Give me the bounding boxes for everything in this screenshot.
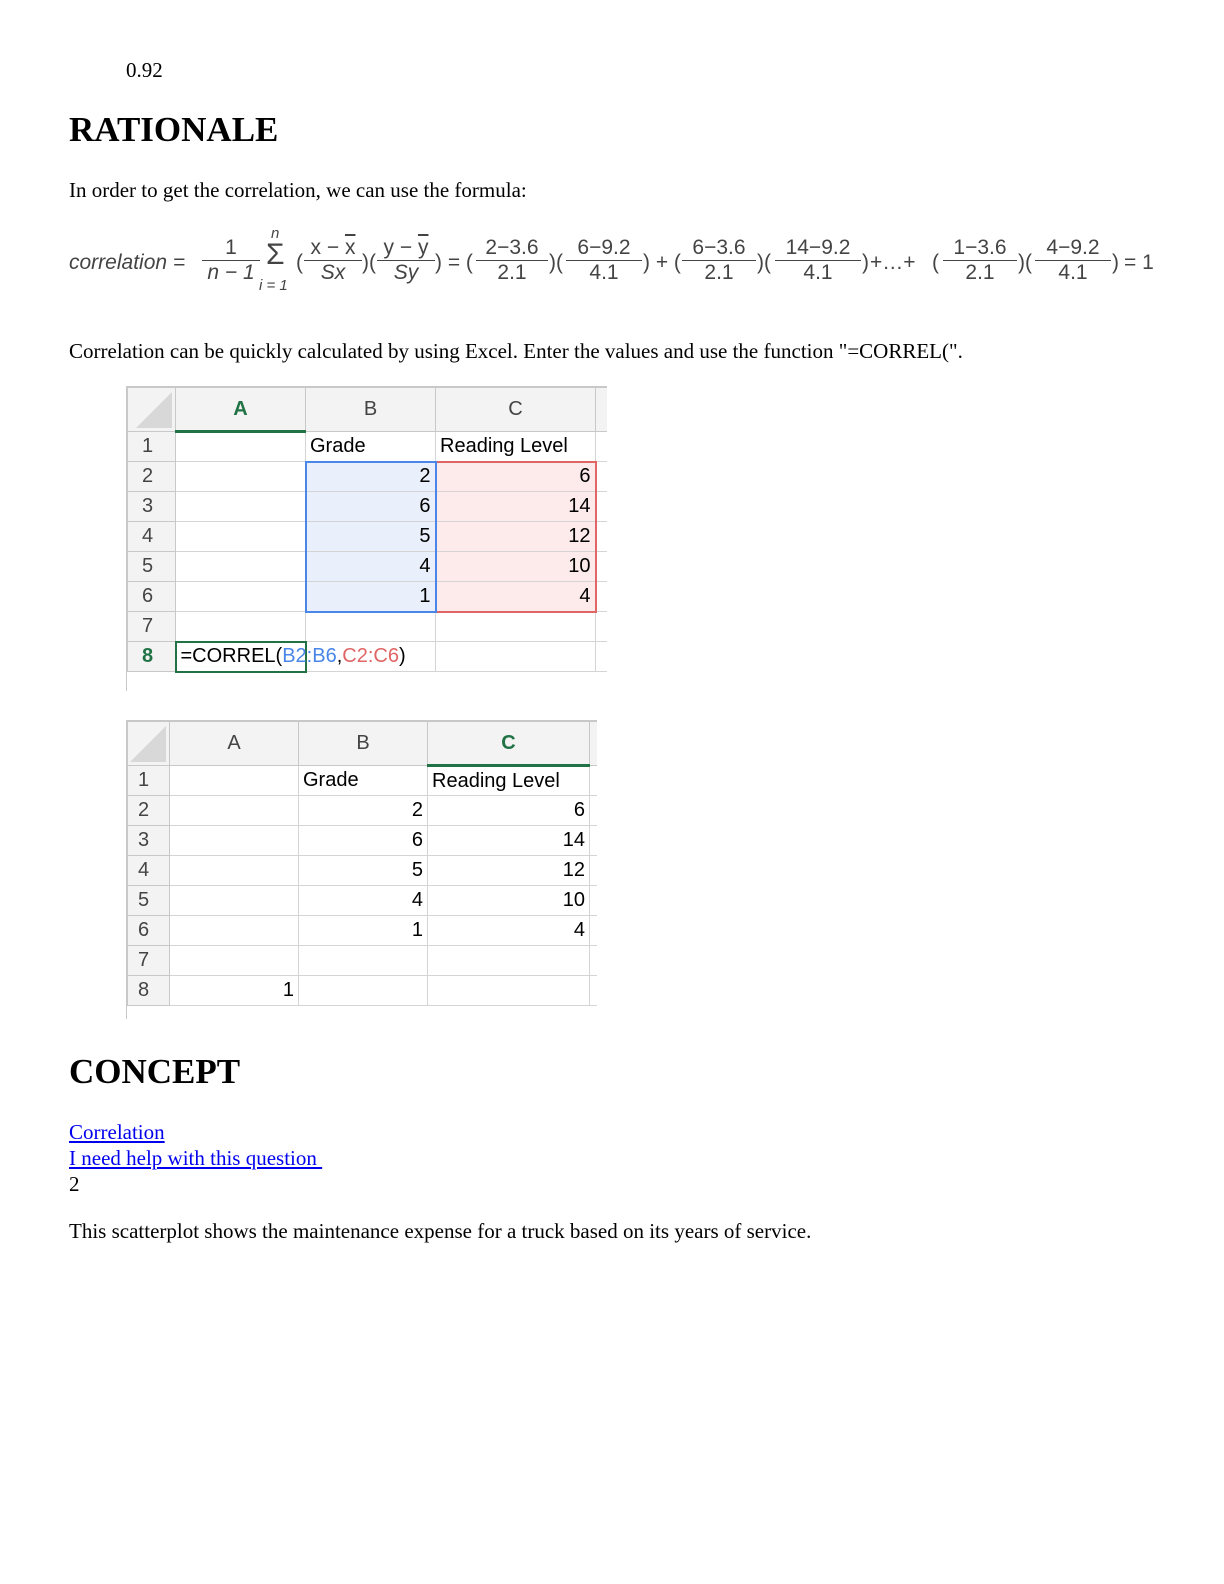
formula-x-standardized: $\frac{x - \overline{x}}{Sx}$ bbox=[304, 236, 362, 285]
cell-a6[interactable] bbox=[170, 916, 299, 946]
row-header[interactable]: 5 bbox=[128, 886, 170, 916]
column-header-c[interactable]: C bbox=[428, 722, 590, 766]
cell-b2[interactable]: 2 bbox=[299, 796, 428, 826]
sum-sigma: Σ bbox=[266, 238, 285, 271]
spreadsheet-result-view bbox=[126, 720, 597, 1019]
cell-a3[interactable] bbox=[176, 492, 306, 522]
column-header-a[interactable]: A bbox=[170, 722, 299, 766]
row-header[interactable]: 8 bbox=[128, 976, 170, 1006]
row-header[interactable]: 1 bbox=[128, 432, 176, 462]
cell-a2[interactable] bbox=[176, 462, 306, 492]
concept-heading: CONCEPT bbox=[69, 1052, 241, 1091]
cell-b8[interactable] bbox=[299, 976, 428, 1006]
question-number: 2 bbox=[69, 1172, 80, 1196]
formula-term-6: $\frac{4-9.2}{4.1}$ bbox=[1035, 236, 1111, 285]
table-row bbox=[128, 522, 608, 552]
formula-fraction-1-over-n-1: $\frac{1}{n - 1}$ bbox=[202, 236, 260, 285]
table-row bbox=[128, 856, 598, 886]
row-header[interactable]: 2 bbox=[128, 796, 170, 826]
row-header[interactable]: 3 bbox=[128, 492, 176, 522]
cell-b1[interactable]: Grade bbox=[306, 432, 436, 462]
row-header[interactable]: 1 bbox=[128, 766, 170, 796]
cell-c4[interactable]: 12 bbox=[436, 522, 596, 552]
table-row bbox=[128, 946, 598, 976]
row-header[interactable]: 6 bbox=[128, 582, 176, 612]
rationale-heading: RATIONALE bbox=[69, 110, 279, 149]
column-header-a[interactable]: A bbox=[176, 388, 306, 432]
cell-c8[interactable] bbox=[428, 976, 590, 1006]
cell-a6[interactable] bbox=[176, 582, 306, 612]
cell-c1[interactable]: Reading Level bbox=[436, 432, 596, 462]
cell-c5[interactable]: 10 bbox=[428, 886, 590, 916]
cell-b5[interactable]: 4 bbox=[299, 886, 428, 916]
cell-c3[interactable]: 14 bbox=[436, 492, 596, 522]
table-row bbox=[128, 766, 598, 796]
row-header[interactable]: 5 bbox=[128, 552, 176, 582]
cell-b4[interactable]: 5 bbox=[306, 522, 436, 552]
cell-b1[interactable]: Grade bbox=[299, 766, 428, 796]
cell-a4[interactable] bbox=[176, 522, 306, 552]
row-header[interactable]: 2 bbox=[128, 462, 176, 492]
row-header[interactable]: 4 bbox=[128, 522, 176, 552]
column-header-b[interactable]: B bbox=[306, 388, 436, 432]
sum-upper-limit: n bbox=[271, 225, 280, 242]
answer-value: 0.92 bbox=[126, 58, 163, 82]
table-row bbox=[128, 582, 608, 612]
correlation-formula: correlation = $\frac{1}{n - 1}$ n Σ i = 1 ( $\frac{x - \overline{x}}{Sx}$ )( $\frac{y - \overline{y}}{Sy}$ ) = ( $\frac{2-3.6}{2.1}$ )( $\frac{6-9.2}{4.1}$ ) + ( $\frac{6-3.6}{2.1}$ )( $\frac{14-9.2}{4.1}$ ) +…+ ( $\frac{1-3.6}{2.1}$ )( $\frac{4-9.2}{4.1}$ ) = 1 bbox=[0, 0, 1224, 320]
row-header[interactable]: 3 bbox=[128, 826, 170, 856]
cell-b3[interactable]: 6 bbox=[306, 492, 436, 522]
cell-b6[interactable]: 1 bbox=[306, 582, 436, 612]
excel-note: Correlation can be quickly calculated by using Excel. Enter the values and use the function "=CORREL(". bbox=[69, 339, 963, 363]
cell-c4[interactable]: 12 bbox=[428, 856, 590, 886]
cell-c7[interactable] bbox=[436, 612, 596, 642]
cell-a7[interactable] bbox=[170, 946, 299, 976]
table-row bbox=[128, 492, 608, 522]
cell-c7[interactable] bbox=[428, 946, 590, 976]
cell-b7[interactable] bbox=[306, 612, 436, 642]
cell-c6[interactable]: 4 bbox=[428, 916, 590, 946]
cell-a7[interactable] bbox=[176, 612, 306, 642]
row-header[interactable]: 7 bbox=[128, 946, 170, 976]
cell-c2[interactable]: 6 bbox=[436, 462, 596, 492]
cell-c1[interactable]: Reading Level bbox=[428, 766, 590, 796]
cell-c8[interactable] bbox=[436, 642, 596, 672]
table-row bbox=[128, 796, 598, 826]
table-row bbox=[128, 612, 608, 642]
cell-a5[interactable] bbox=[170, 886, 299, 916]
table-row bbox=[128, 432, 608, 462]
cell-a1[interactable] bbox=[176, 432, 306, 462]
cell-c6[interactable]: 4 bbox=[436, 582, 596, 612]
formula-ellipsis: +…+ bbox=[870, 251, 916, 274]
table-row bbox=[128, 462, 608, 492]
cell-a8-formula[interactable]: =CORREL(B2:B6,C2:C6) bbox=[176, 642, 306, 672]
cell-b2[interactable]: 2 bbox=[306, 462, 436, 492]
spreadsheet-formula-view bbox=[126, 386, 607, 691]
cell-a8-result[interactable]: 1 bbox=[170, 976, 299, 1006]
table-row bbox=[128, 552, 608, 582]
table-row bbox=[128, 886, 598, 916]
cell-a5[interactable] bbox=[176, 552, 306, 582]
table-row bbox=[128, 826, 598, 856]
select-all-corner[interactable] bbox=[128, 388, 176, 432]
sum-lower-limit: i = 1 bbox=[259, 277, 288, 294]
formula-term-5: $\frac{1-3.6}{2.1}$ bbox=[943, 236, 1017, 285]
formula-term-2: $\frac{6-9.2}{4.1}$ bbox=[566, 236, 642, 285]
cell-b4[interactable]: 5 bbox=[299, 856, 428, 886]
cell-a1[interactable] bbox=[170, 766, 299, 796]
help-link[interactable]: I need help with this question bbox=[69, 1146, 323, 1170]
select-all-corner[interactable] bbox=[128, 722, 170, 766]
rationale-intro: In order to get the correlation, we can use the formula: bbox=[69, 178, 527, 202]
formula-term-1: $\frac{2-3.6}{2.1}$ bbox=[476, 236, 548, 285]
row-header[interactable]: 8 bbox=[128, 642, 176, 672]
row-header[interactable]: 4 bbox=[128, 856, 170, 886]
cell-b6[interactable]: 1 bbox=[299, 916, 428, 946]
row-header[interactable]: 6 bbox=[128, 916, 170, 946]
cell-b5[interactable]: 4 bbox=[306, 552, 436, 582]
cell-c2[interactable]: 6 bbox=[428, 796, 590, 826]
row-header[interactable]: 7 bbox=[128, 612, 176, 642]
formula-term-3: $\frac{6-3.6}{2.1}$ bbox=[682, 236, 756, 285]
concept-link-correlation[interactable]: Correlation bbox=[69, 1120, 165, 1144]
formula-y-standardized: $\frac{y - \overline{y}}{Sy}$ bbox=[377, 236, 435, 285]
table-row bbox=[128, 976, 598, 1006]
column-header-b[interactable]: B bbox=[299, 722, 428, 766]
formula-result: = 1 bbox=[1124, 251, 1154, 274]
cell-b7[interactable] bbox=[299, 946, 428, 976]
cell-a3[interactable] bbox=[170, 826, 299, 856]
table-row bbox=[128, 916, 598, 946]
formula-term-4: $\frac{14-9.2}{4.1}$ bbox=[775, 236, 861, 285]
table-row bbox=[128, 642, 608, 672]
formula-lhs: correlation = bbox=[69, 251, 186, 274]
question-text: This scatterplot shows the maintenance expense for a truck based on its years of service. bbox=[69, 1219, 812, 1243]
cell-a4[interactable] bbox=[170, 856, 299, 886]
cell-c3[interactable]: 14 bbox=[428, 826, 590, 856]
cell-c5[interactable]: 10 bbox=[436, 552, 596, 582]
cell-b3[interactable]: 6 bbox=[299, 826, 428, 856]
cell-a2[interactable] bbox=[170, 796, 299, 826]
column-header-c[interactable]: C bbox=[436, 388, 596, 432]
